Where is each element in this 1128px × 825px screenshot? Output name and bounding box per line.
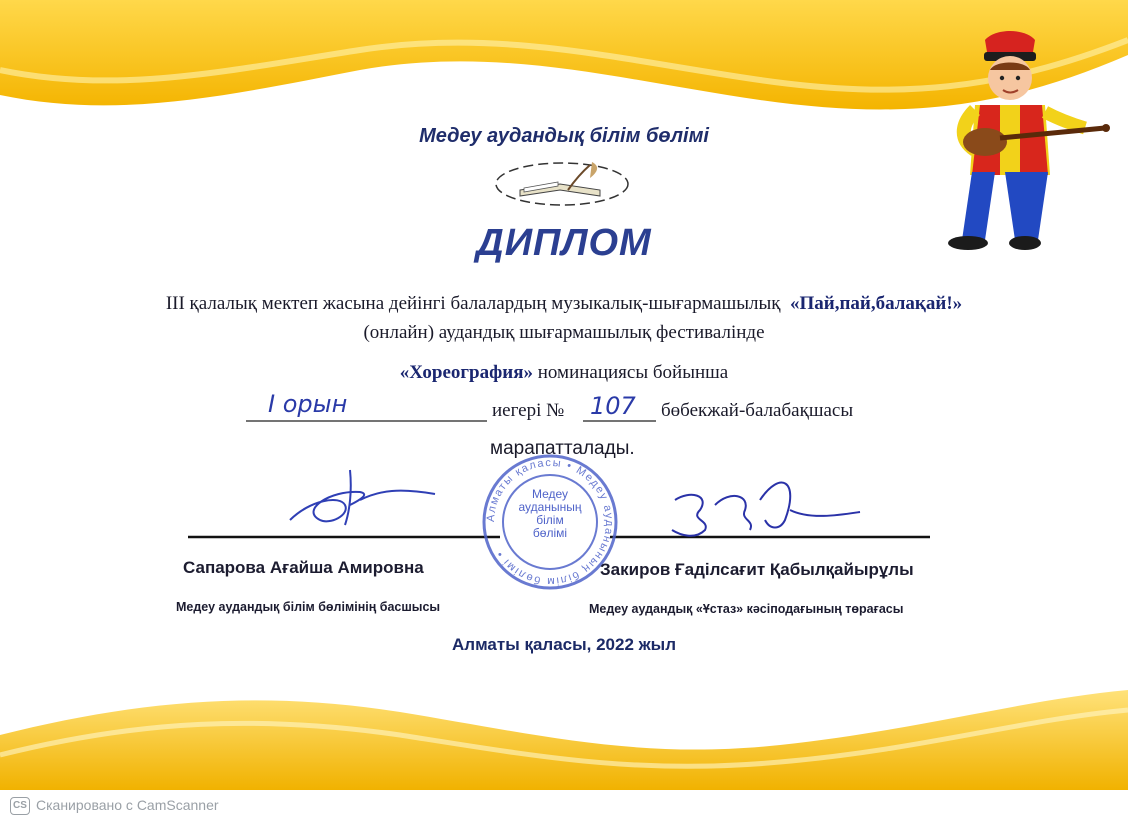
nomination-line [0, 362, 1128, 384]
stamp-center-text [500, 488, 600, 540]
signature-left [290, 470, 435, 525]
book-quill-emblem [496, 162, 628, 205]
bottom-wave [0, 690, 1128, 790]
signatory-right-name: Закиров Ғаділсағит Қабылқайырұлы [600, 560, 914, 579]
scanner-note: Сканировано с CamScanner [36, 797, 219, 813]
top-wave [0, 0, 1128, 110]
city-year: Алматы қаласы, 2022 жыл [452, 635, 676, 654]
festival-name: «Пай,пай,балақай!» [789, 293, 963, 314]
festival-description: ІІІ қалалық мектеп жасына дейінгі балалардың музыкалық-шығармашылық [165, 293, 781, 314]
signatory-left-name: Сапарова Ағайша Амировна [183, 558, 424, 577]
stamp-line: бөлімі [532, 526, 568, 540]
signatory-right-position: Медеу аудандық «Ұстаз» кәсіподағының төрағасы [589, 602, 904, 616]
kindergarten-number-handwritten: 107 [590, 392, 636, 420]
camscanner-logo-icon: CS [10, 797, 30, 815]
nomination-name: «Хореография» [399, 362, 533, 383]
organization-title: Медеу аудандық білім бөлімі [419, 125, 709, 147]
diploma-title: ДИПЛОМ [476, 222, 652, 264]
stamp-ring-text: Алматы қаласы • Медеу ауданының білім бөлімі • [484, 456, 616, 588]
stamp-line: білім [536, 513, 564, 527]
place-handwritten: I орын [268, 390, 348, 418]
festival-line [0, 293, 1128, 315]
festival-format-line: (онлайн) аудандық шығармашылық фестивалінде [363, 322, 765, 343]
stamp-line: ауданының [518, 500, 582, 514]
signatory-left-position: Медеу аудандық білім бөлімінің басшысы [176, 600, 441, 614]
nomination-suffix: номинациясы бойынша [537, 362, 729, 383]
kindergarten-suffix: бөбекжай-балабақшасы [661, 400, 854, 421]
owner-label: иегері № [492, 400, 565, 421]
awarded-text: марапатталады. [490, 438, 635, 459]
stamp-line: Медеу [531, 487, 569, 501]
signature-right [672, 483, 860, 536]
scanner-footer [10, 797, 219, 815]
